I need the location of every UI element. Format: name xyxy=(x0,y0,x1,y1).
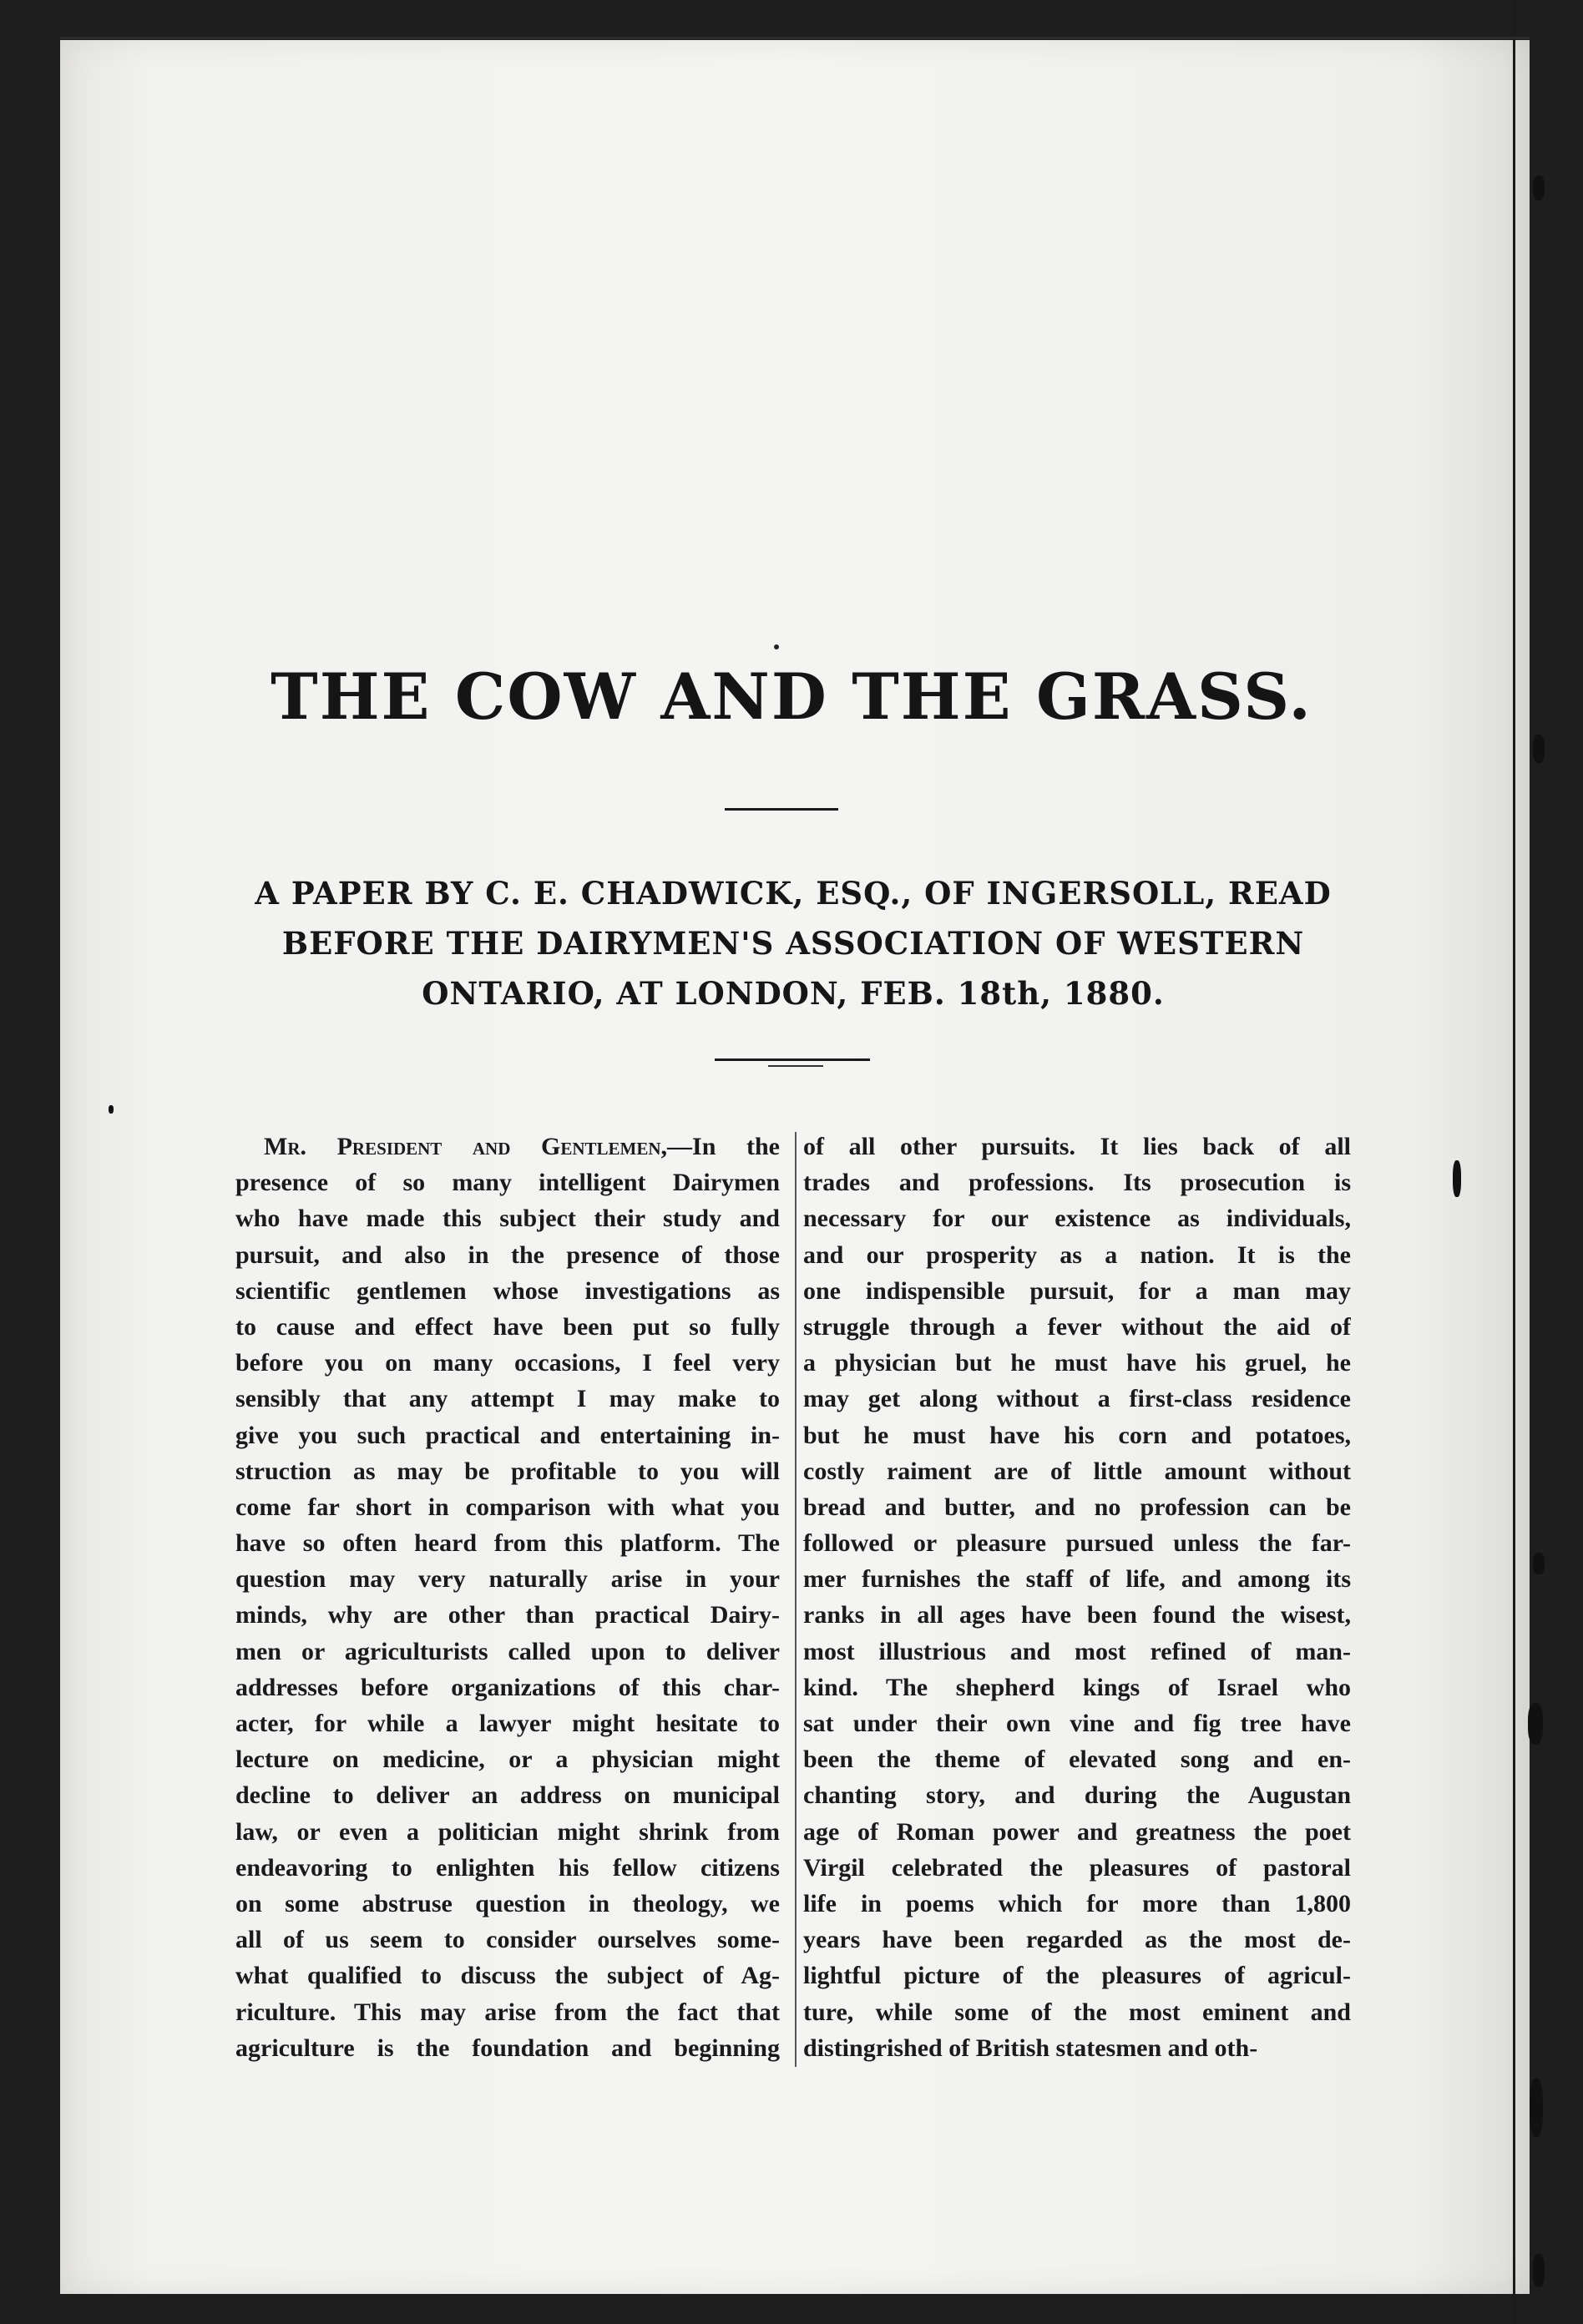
document-title: THE COW AND THE GRASS. xyxy=(271,659,1312,734)
text-line: men or agriculturists called upon to deliver xyxy=(235,1637,780,1665)
text-line: come far short in comparison with what you xyxy=(235,1493,780,1521)
salutation: Mr. President and Gentlemen, xyxy=(264,1133,668,1160)
text-line: give you such practical and entertaining in- xyxy=(235,1421,780,1449)
text-line: sensibly that any attempt I may make to xyxy=(235,1385,780,1413)
text-line: mer furnishes the staff of life, and among its xyxy=(803,1565,1351,1594)
text-line: but he must have his corn and potatoes, xyxy=(803,1421,1351,1449)
text-line: ranks in all ages have been found the wisest, xyxy=(803,1601,1351,1629)
text-line: distingrished of British statesmen and oth- xyxy=(803,2034,1258,2062)
subtitle-line: A PAPER BY C. E. CHADWICK, ESQ., OF INGERSOLL, READ xyxy=(255,875,1332,912)
body-column-right xyxy=(803,1129,1351,2066)
binding-mark xyxy=(1533,1553,1545,1574)
text-line: kind. The shepherd kings of Israel who xyxy=(803,1673,1351,1701)
text-line: years have been regarded as the most de- xyxy=(803,1926,1351,1954)
subtitle-line: ONTARIO, AT LONDON, FEB. 18th, 1880. xyxy=(422,975,1165,1012)
binding-mark xyxy=(1453,1160,1461,1197)
text-line: struggle through a fever without the aid of xyxy=(803,1312,1351,1341)
page-top-edge xyxy=(60,37,1530,39)
text-line: lightful picture of the pleasures of agricul- xyxy=(803,1962,1351,1990)
text-line: law, or even a politician might shrink from xyxy=(235,1817,780,1846)
binding-mark xyxy=(1528,1703,1543,1745)
text-line: ture, while some of the most eminent and xyxy=(803,1998,1351,2026)
text-line: a physician but he must have his gruel, he xyxy=(803,1349,1351,1377)
text-line: and our prosperity as a nation. It is the xyxy=(803,1240,1351,1269)
section-rule xyxy=(715,1058,870,1061)
text-line: one indispensible pursuit, for a man may xyxy=(803,1276,1351,1305)
body-column-left xyxy=(235,1129,780,2066)
text-line: struction as may be profitable to you will xyxy=(235,1457,780,1485)
text-line: question may very naturally arise in your xyxy=(235,1565,780,1594)
section-rule-inner xyxy=(768,1065,823,1067)
salutation-tail: —In the xyxy=(667,1133,780,1160)
text-line: bread and butter, and no profession can be xyxy=(803,1493,1351,1521)
binding-mark xyxy=(1530,2079,1543,2137)
text-line: most illustrious and most refined of man- xyxy=(803,1637,1351,1665)
column-divider xyxy=(795,1132,797,2067)
title-rule xyxy=(725,808,838,811)
text-line: addresses before organizations of this char- xyxy=(235,1673,780,1701)
text-line: may get along without a first-class residence xyxy=(803,1385,1351,1413)
speck xyxy=(109,1105,114,1114)
document-subtitle xyxy=(225,868,1361,1018)
text-line: minds, why are other than practical Dairy- xyxy=(235,1601,780,1629)
binding-mark xyxy=(1533,735,1545,763)
text-line: life in poems which for more than 1,800 xyxy=(803,1889,1351,1917)
text-line: all of us seem to consider ourselves some- xyxy=(235,1926,780,1954)
text-line: who have made this subject their study and xyxy=(235,1205,780,1233)
title-ornament-dot xyxy=(774,644,779,649)
text-line: been the theme of elevated song and en- xyxy=(803,1746,1351,1774)
text-line: sat under their own vine and fig tree have xyxy=(803,1710,1351,1737)
text-line: agriculture is the foundation and beginning xyxy=(235,2034,780,2062)
text-line: riculture. This may arise from the fact that xyxy=(235,1998,780,2026)
text-line: pursuit, and also in the presence of those xyxy=(235,1240,780,1269)
text-line: on some abstruse question in theology, we xyxy=(235,1889,780,1917)
binding-mark xyxy=(1533,175,1545,200)
text-line: acter, for while a lawyer might hesitate to xyxy=(235,1710,780,1737)
text-line: costly raiment are of little amount without xyxy=(803,1457,1351,1485)
text-line: Virgil celebrated the pleasures of pastoral xyxy=(803,1853,1351,1882)
text-line: lecture on medicine, or a physician might xyxy=(235,1746,780,1774)
text-line xyxy=(235,1129,780,1165)
text-line: chanting story, and during the Augustan xyxy=(803,1781,1351,1810)
text-line: to cause and effect have been put so fully xyxy=(235,1312,780,1341)
text-line: scientific gentlemen whose investigations as xyxy=(235,1276,780,1305)
text-line: have so often heard from this platform. The xyxy=(235,1529,780,1558)
text-line: age of Roman power and greatness the poet xyxy=(803,1817,1351,1846)
page-fold-edge xyxy=(1513,0,1515,2324)
text-line: what qualified to discuss the subject of Ag- xyxy=(235,1962,780,1990)
subtitle-line: BEFORE THE DAIRYMEN'S ASSOCIATION OF WESTERN xyxy=(281,925,1305,962)
text-line: endeavoring to enlighten his fellow citizens xyxy=(235,1853,780,1882)
text-line: followed or pleasure pursued unless the far- xyxy=(803,1529,1351,1558)
binding-mark xyxy=(1533,2254,1545,2287)
text-line: presence of so many intelligent Dairymen xyxy=(235,1169,780,1197)
text-line: trades and professions. Its prosecution is xyxy=(803,1169,1351,1197)
text-line: before you on many occasions, I feel very xyxy=(235,1349,780,1377)
text-line: of all other pursuits. It lies back of all xyxy=(803,1133,1351,1160)
text-line: decline to deliver an address on municipal xyxy=(235,1781,780,1810)
text-line: necessary for our existence as individuals, xyxy=(803,1205,1351,1233)
